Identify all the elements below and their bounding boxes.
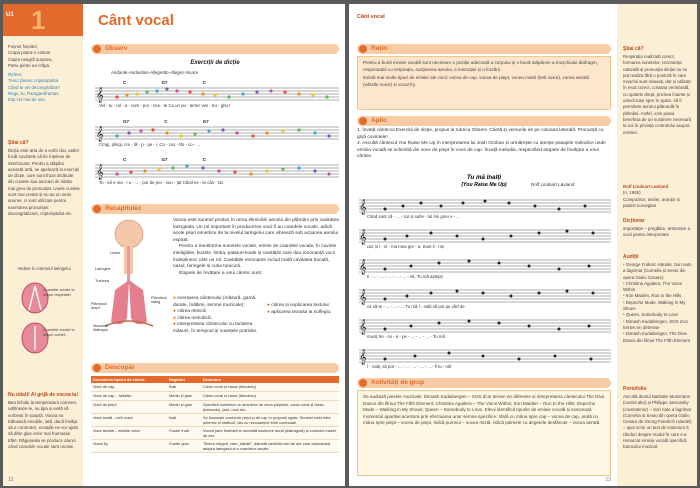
chords-line-3: C G7 C [123,157,207,162]
page-number: 13 [605,477,611,483]
larynx-caption: Vedere în interiorul laringelui [17,266,71,271]
observ-heading: Observ [105,45,128,52]
song-lyrics-line: î - nalți, să pot - ... - ... - ... - ... - ... - fi tu - nă! [367,364,452,369]
list-item: Christina Aguilera, The Voice Within [623,280,683,293]
recapitulez-header [91,204,339,214]
nu-uitati-text: Bea lichide la temperatura camerei, odihnește-te, nu țipa și evită să vorbești în șoaptă. Vocea nu trăbuiază emoțiile, iată, dacă învăța să o controlezi, emoțiile ne vor ajuta să dăm glas celor mai frumoase trăiri. Răgușeala se produce atunci când coardele vocale sunt uscate. [8,400,79,450]
song-composer: Rolf Lindsart Løvland [531,182,575,187]
lyrics-line-2: Crngi, plingi, cre - tă - p - pe - i, Co - cos - tăr - co - ... [99,142,201,147]
recapitulez-paragraph: Etapele de învățare a unui cântec sunt: [179,270,263,276]
song-lyrics-line: ti - ... - ... - ... - ... - ... - nit, Tu mă aștepți [367,274,443,279]
learning-steps-list-2: ● citirea și explicarea textului; ● aplicarea textului la solfegiu; [267,303,332,315]
poem-line: Crapa piatra-n cetina! [8,50,51,56]
anatomy-label-right-lung: Plămânul drept [91,302,107,311]
aplic-header [357,116,611,126]
eye-icon [93,45,101,53]
aplic-heading: Aplic [371,117,387,124]
list-item: exersarea cântecului (măsură, gamă, durate, înălțimi, semne muzicale); [173,296,257,308]
lyrics-line-3: To - tul e ma - i u - ... - por de pro - nun - ţat Când es - te cân - tat. [99,180,224,185]
unit-badge [3,4,83,36]
svg-text:𝄞: 𝄞 [359,260,367,275]
anatomy-label-larynx: Laringele [95,267,111,271]
staff-1 [95,87,339,103]
poem-line: Patru pietre ea crăpa. [8,62,51,68]
voice-types-table [91,376,339,453]
list-item: 2. Ascultă cântecul You Raise Me Up în interpretarea lui Josh Groban și urmărește cu atenție pasajele melodice unde emisia vocală se schimbă din voce de piept în voce de cap. Învață melodia, respectând etapele de învățare a unui cântec. [357,141,606,160]
refren-line: Eșți cel mai de sus. [8,97,46,103]
left-sidebar [3,4,83,486]
table-row: Voce de cap Înalt Cânto coral și clasic (belcanto) [91,383,339,392]
larynx-label-closed: Coardele vocale în timpul vorbirii [43,328,75,337]
list-item: Depeche Mode, Walking In My Shoes [623,299,686,312]
retin-header [357,44,611,54]
svg-text:𝄞: 𝄞 [96,165,104,180]
table-row: Voce mixtă – belt voice Înalt Se folosește vocea de piept și de cap în proporții egale. Sunetul emis este puternic și strălucit, dar cu rezonanțele bine controlate. [91,413,339,426]
larynx-label-open: Coardele vocale în timpul respirației [43,288,75,297]
refren [8,72,80,103]
list-item: citirea ritmică; [177,309,207,315]
magnifier-icon [93,364,101,372]
unit-label: U1 [6,12,14,18]
anatomy-label-trachea: Traheea [95,279,110,283]
pencil-icon [359,117,367,125]
running-header: Cânt vocal [357,14,385,20]
activitati-header [357,378,611,388]
stiati-text: Dicția este arta de a vorbi clar, astfel încât cuvintele să fie înțelese de interlocutor. Pentru a stăpâni această artă, se apelează la exerciții de dicție, care sunt fraze alcătuite din cuvinte sau asocieri de silabe mai greu de pronunțat. Unele cuvinte sunt mai create și nu au un sens anume, ci sunt utilizate pentru exersarea pronunției: decongrializare, criptonptoba etc. [8,148,81,216]
song-lyrics-line: munți tre - ce - a - pe - ... - ... - ... - Tu mă [367,334,445,339]
poem-line: Foșnet foșnitel, [8,44,38,49]
list-item: citirea și explicarea textului; [271,303,330,308]
left-page [3,4,345,486]
lyrics-line-1: Vel - tu - rul - a - cum - por - nes - te Cu un pu - ternic ves - tru - ghic! [99,103,230,108]
bookmark-icon [359,45,367,53]
refren-line: Regu, tu, Paragaraframus [8,90,59,96]
recapitulez-paragraph: Vocea este sunetul produs în urma eliminării aerului din plămâni prin cavitatea laringeala. Un rol important în producerea vocii îl au coardele vocale, adică acele pliuri simetrice de la nivelul laringelui care vibrează sub acțiunea aerului expirat. [173,218,339,243]
tempo-marking: Andante-Andantino-Allegretto-Allegro-Vivace [111,70,199,75]
table-header-row [91,376,339,383]
list-item: Iron Maiden, Run to the Hills [625,293,682,299]
svg-text:𝄞: 𝄞 [359,290,367,305]
list-item: interpretarea cântecului cu tactarea măsurii, în tempoul și nuanțele potrivite. [173,322,258,334]
right-page [349,4,697,486]
song-lyrics-line: ca să te - ... - ... - ... Tu mă î - nalți să pot pe vârf de [367,304,465,309]
table-row: Vocal fry Foarte grav Timbru rășguit, care „hârâie”, datorită cantități mici de aer care acționează asupra laringelui și a coardelor vocale. [91,439,339,452]
dictionar-title: Dicționar [623,218,645,224]
refren-line: Când te vei decongrializa? [8,84,60,90]
poem-line: Capra neagră șușotea, [8,56,53,62]
list-item: citirea melodică; [177,315,212,321]
group-icon [359,379,367,387]
aplic-list [357,128,611,161]
descopar-heading: Descopăr [105,364,135,371]
song-title: Tu mă înalți [466,174,502,181]
table-row: Voce de piept Mediu și grav Specifică sunetelor ce amintesc de zona pieptului; canto coral și clasic (belcanto), jazz, rock etc. [91,400,339,413]
refresh-icon [93,205,101,213]
list-item: Dimash Kudaibergen, SOS d'un terrien en détresse [623,318,688,330]
observ-header [91,44,339,54]
unit-number: 1 [31,5,46,35]
list-item: 1. Învață cântecul Exerciții de dicție, propus la rubrica Observ. Cântă și versurile de pe coloana laterală. Pronunță cu grijă cuvintele! [357,128,604,140]
song-lyrics-line: caz și i - ni - ma mea gre - a, Sunt li - niș [367,244,444,249]
list-item: Dimash Kudaibergen, The Diva Dance din filmul The Fifth Element [623,331,691,343]
chords-line-1: C G7 C [123,80,207,85]
activitati-heading: Activități de grup [371,379,425,386]
stiati-title: Știai că? [623,46,644,52]
composer-years: (n. 1955) [623,190,641,195]
portofoliu-title: Portofoliu [623,386,647,392]
retin-heading: Rețin [371,45,388,52]
auditii-title: Audiții [623,254,639,260]
svg-text:𝄞: 𝄞 [359,200,367,215]
list-item: George Frideric Händel, Son nato a lagrimar (Cornelia și Sesto din opera Giulio Cesare) [623,262,692,280]
list-item: aplicarea textului la solfegiu; [271,309,332,315]
table-row: Voce de cap – falsetto Mediu și grav Cânto coral și clasic (belcanto) [91,392,339,401]
observ-score [95,78,339,196]
learning-steps-list: ● exersarea cântecului (măsură, gamă, durate, înălțimi, semne muzicale); ● citirea ritmică; ● citirea melodică; ● interpretarea cântecului cu tactarea măsurii, în tempoul și nuanțele potrivite. [173,296,258,334]
composer-name: Rolf Lindsart Løvland [623,184,669,189]
refren-line: Trosc pleosc criptonptoba [8,78,59,84]
svg-text:𝄞: 𝄞 [359,320,367,335]
dictionar-text: impostație – pregătire, antrenare a vocii pentru interpretare [623,226,691,238]
nu-uitati-title: Nu uitați! Al grijă de vocea ta! [8,392,79,398]
column-header: Denumirea tipului de emisie [91,376,167,383]
retin-text: Există mai multe tipuri de emisie ale vocii: vocea de cap, vocea de piept, vocea mixtă (belt voice), vocea aerată (whistle voice) și vocal fry. [363,75,589,87]
song-subtitle: (You Raise Me Up) [461,182,507,188]
svg-text:𝄞: 𝄞 [359,230,367,245]
staff-3 [95,164,339,180]
chords-line-2: G7 C G7 [123,119,209,124]
page-title: Cânt vocal [98,12,174,29]
svg-text:𝄞: 𝄞 [96,88,104,103]
auditii-list: • George Frideric Händel, Son nato a lagrimar (Cornelia și Sesto din opera Giulio Cesare) • Christina Aguilera, The Voice Within • Iron Maiden, Run to the Hills • Depeche Mode, Walking In My Shoes • Queen, Somebody to Love • Dimash Kudaibergen, SOS d'un terrien en détresse • Dimash Kudaibergen, The Diva Dance din filmul The Fifth Element [623,262,692,343]
retin-box [357,56,611,110]
composer-description: Compozitor, textier, aranjor și pianist norvegian [623,197,680,209]
staff-2 [95,127,339,142]
page-number: 12 [8,477,14,483]
recapitulez-paragraph: Pentru a transforma sunetele vocale, emise de coardele vocale, în cuvinte inteligibile, buzele, limba, palatul-moale și cavitățile care dau rezonanță vocii îndeplinesc câte un rol. Cavitățile rezonante includ toată cavitatea bucală, nasul, faringele și cutia toracică. [173,244,337,270]
anatomy-label-diaphragm: Mușchiul diafragm [93,324,108,333]
anatomy-label-tongue: Limba [110,251,121,255]
anatomy-label-left-lung: Plămânul stâng [151,296,167,305]
recapitulez-heading: Recapitulez [105,205,142,212]
retin-text: Pentru a bună emisie vocală sunt necesare o poziție adecvată a corpului și o bună stăpânire a mușchiului diafragm, responsabil cu respirația, susținerea aerului, a intonației și a frazării. [363,60,598,72]
refren-label: Refren: [8,72,23,77]
descopar-header [91,363,339,373]
recapitulez-body [173,218,339,277]
activitati-text: Se audiază piesele muzicale: Dimash Kudaibergen – SOS d'un terrien en détresse și interpretarea cântecului The Diva Dance din filmul The Fifth Element; Christina Aguilera – The Voice Within; Iron Maiden – Run to the Hills; Depeche Mode – Walking in My Shoes; Queen – Somebody to Love. Elevii identifică tipurile de emisie vocală și sesizează momentul apariției acestora prin efectuarea unor semne specifice: sfată cu mâna spre cap – vocea de cap, arată cu mâna spre piept – vocea de piept, ridică pumnul – vocea mixtă, ridică palmele cu degetele desfăcute – vocea aerată. [357,390,611,476]
right-sidebar [617,4,697,486]
stiati-title: Știai că? [8,140,29,146]
song-lyrics-line: Când sunt că - ... - zut și sufle - tul îmi greu e - ... [367,214,460,219]
poem [8,44,80,69]
song-title: Exerciții de dicție [190,60,240,66]
list-item: Queen, Somebody to Love [625,312,679,318]
column-header: Descriere [201,376,339,383]
portofoliu-text: Ascultă duetul Nathalie Stutzmann (contra alto) și Philippe Jaroussky (contratenor) – Son nato a lagrimar (Cornelia și Sesto din opera Giulio Cesare de Georg Friedrich Händel) – apoi scrie un text de minimum 5 rânduri despre modul în care s-a remarcat emisia vocală specifică barocului muzical. [623,394,692,450]
table-row: Voce aerată – whistle voice Foarte înalt Vocea pare fluierată și necesită susținere bună (diafragmă) și controlul masei de aer. [91,426,339,439]
stiati-text: Respirația realizată corect, formarea sunetelor, rezonanța naturală și pronunția dicției nu se pot realiza fără o postură în care mușchii sunt relaxați, dar și utilizați în mod corect, coloana vertebrală, cu spatele drept, privirea înainte și umerii trași spre în spate, să îi permitem aerului pătrundă în plămâni. Astfel, vom putea beneficia de un susținere necesară la noi în privința controlului asupra emisiei. [623,54,692,135]
svg-text:𝄞: 𝄞 [96,127,104,142]
column-header: Registru [167,376,201,383]
svg-text:𝄞: 𝄞 [359,350,367,365]
